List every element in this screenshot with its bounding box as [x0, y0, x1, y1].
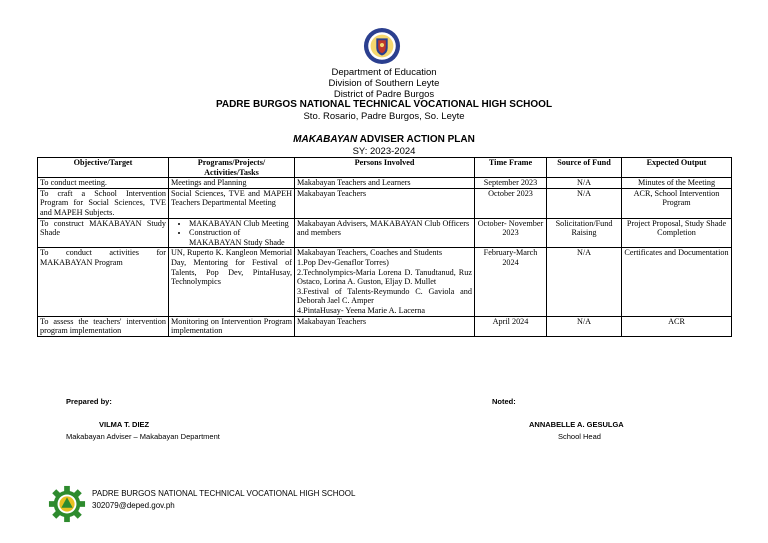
- persons-line: 2.Technolympics-Maria Lorena D. Tanudtanud, Ruz Ostaco, Lorina A. Guston, Eljay D. Mullet: [297, 267, 472, 287]
- school-address: Sto. Rosario, Padre Burgos, So. Leyte: [303, 111, 465, 122]
- cell-source-of-fund: N/A: [547, 188, 622, 218]
- deped-seal-logo: [363, 27, 401, 65]
- table-row: [38, 188, 732, 218]
- cell-time-frame: October- November 2023: [475, 218, 547, 248]
- header-persons: Persons Involved: [295, 158, 475, 178]
- header-source-of-fund: Source of Fund: [547, 158, 622, 178]
- footer-email: 302079@deped.gov.ph: [92, 501, 175, 510]
- plan-title-rest: ADVISER ACTION PLAN: [357, 134, 475, 145]
- header-objective: Objective/Target: [38, 158, 169, 178]
- cell-persons: [295, 248, 475, 316]
- header-expected-output: Expected Output: [622, 158, 732, 178]
- department-text: Department of Education: [331, 67, 437, 78]
- table-row: [38, 218, 732, 248]
- district-text: District of Padre Burgos: [333, 89, 435, 100]
- cell-expected-output: Project Proposal, Study Shade Completion: [622, 218, 732, 248]
- table-row: [38, 248, 732, 316]
- cell-source-of-fund: Solicitation/Fund Raising: [547, 218, 622, 248]
- cell-expected-output: ACR: [622, 316, 732, 336]
- cell-objective: To assess the teachers' intervention program implementation: [38, 316, 169, 336]
- persons-line: 1.Pop Dev-Genaflor Torres): [297, 257, 389, 267]
- cell-persons: Makabayan Teachers: [295, 316, 475, 336]
- footer-school-name: PADRE BURGOS NATIONAL TECHNICAL VOCATIONAL HIGH SCHOOL: [92, 489, 356, 498]
- cell-expected-output: Certificates and Documentation: [622, 248, 732, 316]
- cell-time-frame: October 2023: [475, 188, 547, 218]
- cell-objective: To construct MAKABAYAN Study Shade: [38, 218, 169, 248]
- cell-objective: To craft a School Intervention Program for Social Sciences, TVE and MAPEH Subjects.: [38, 188, 169, 218]
- cell-expected-output: ACR, School Intervention Program: [622, 188, 732, 218]
- prepared-by-label: Prepared by:: [66, 397, 112, 406]
- program-list: [171, 219, 292, 248]
- header-time-frame: Time Frame: [475, 158, 547, 178]
- cell-persons: Makabayan Teachers and Learners: [295, 178, 475, 189]
- cell-objective: To conduct activities for MAKABAYAN Program: [38, 248, 169, 316]
- cell-persons: Makabayan Advisers, MAKABAYAN Club Officers and members: [295, 218, 475, 248]
- action-plan-table: [37, 157, 732, 337]
- plan-title: [0, 134, 768, 146]
- school-name: PADRE BURGOS NATIONAL TECHNICAL VOCATIONAL HIGH SCHOOL: [215, 99, 553, 110]
- cell-time-frame: April 2024: [475, 316, 547, 336]
- table-row: [38, 316, 732, 336]
- table-header-row: [38, 158, 732, 178]
- cell-objective: To conduct meeting.: [38, 178, 169, 189]
- list-item: • Construction of MAKABAYAN Study Shade: [189, 228, 292, 247]
- cell-time-frame: February-March 2024: [475, 248, 547, 316]
- plan-title-italic: MAKABAYAN: [293, 134, 358, 145]
- cell-source-of-fund: N/A: [547, 316, 622, 336]
- cell-program: [169, 218, 295, 248]
- persons-line: 3.Festival of Talents-Reymundo C. Gaviola and Deborah Jael C. Amper: [297, 286, 472, 306]
- cell-program: UN, Ruperto K. Kangleon Memorial Day, Mentoring for Festival of Talents, Pop Dev, PintaHusay, Technolympics: [169, 248, 295, 316]
- table-row: [38, 178, 732, 189]
- list-item: • MAKABAYAN Club Meeting: [189, 219, 292, 229]
- persons-line: Makabayan Teachers, Coaches and Students: [297, 248, 443, 258]
- school-year: SY: 2023-2024: [352, 146, 416, 157]
- cell-program: Monitoring on Intervention Program implementation: [169, 316, 295, 336]
- cell-time-frame: September 2023: [475, 178, 547, 189]
- school-gear-logo: [48, 485, 86, 523]
- cell-source-of-fund: N/A: [547, 248, 622, 316]
- preparer-title: Makabayan Adviser – Makabayan Department: [66, 432, 220, 441]
- noted-label: Noted:: [492, 397, 516, 406]
- cell-program: Social Sciences, TVE and MAPEH Teachers Departmental Meeting: [169, 188, 295, 218]
- noter-title: School Head: [558, 432, 601, 441]
- cell-persons: Makabayan Teachers: [295, 188, 475, 218]
- preparer-name: VILMA T. DIEZ: [99, 420, 150, 429]
- cell-source-of-fund: N/A: [547, 178, 622, 189]
- cell-program: Meetings and Planning: [169, 178, 295, 189]
- header-programs: Programs/Projects/ Activities/Tasks: [169, 158, 295, 178]
- cell-expected-output: Minutes of the Meeting: [622, 178, 732, 189]
- noter-name: ANNABELLE A. GESULGA: [529, 420, 624, 429]
- persons-line: 4.PintaHusay- Yeena Marie A. Lacerna: [297, 305, 426, 315]
- division-text: Division of Southern Leyte: [328, 78, 440, 89]
